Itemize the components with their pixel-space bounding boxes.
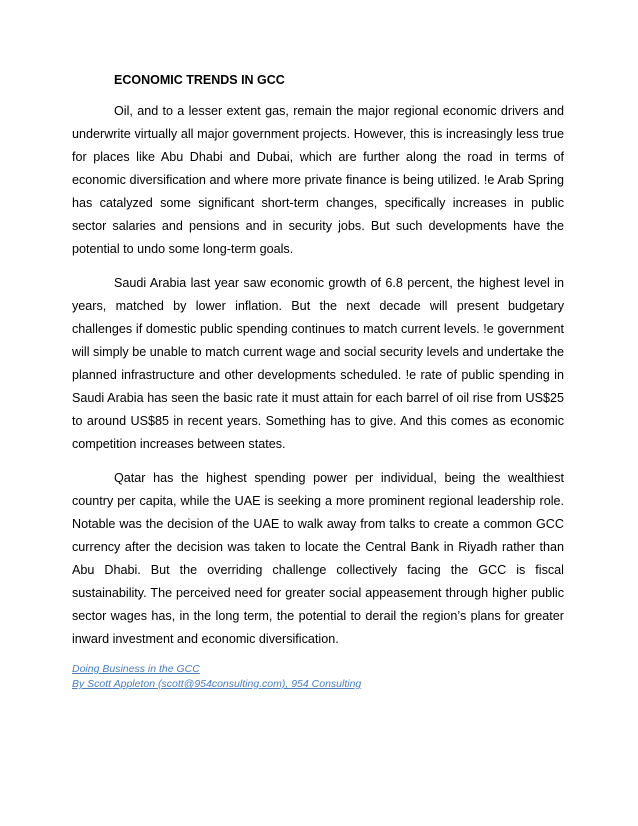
source-byline-link[interactable]: By Scott Appleton (scott@954consulting.com), 954 Consulting [72, 678, 362, 690]
paragraph-qatar-uae: Qatar has the highest spending power per individual, being the wealthiest country per capita, while the UAE is seeking a more prominent regional leadership role. Notable was the decision of the UAE to walk away from talks to create a common GCC currency after the decision was taken to locate the Central Bank in Riyadh rather than Abu Dhabi. But the overriding challenge collectively facing the GCC is fiscal sustainability. The perceived need for greater social appeasement through higher public sector wages has, in the long term, the potential to derail the region’s plans for greater inward investment and economic diversification. [72, 471, 564, 646]
document-page [72, 71, 564, 692]
article-heading: ECONOMIC TRENDS IN GCC [114, 73, 285, 87]
source-citation [72, 662, 564, 692]
paragraph-oil-gas: Oil, and to a lesser extent gas, remain the major regional economic drivers and underwrite virtually all major government projects. However, this is increasingly less true for places like Abu Dhabi and Dubai, which are further along the road in terms of economic diversification and where more private finance is being utilized. !e Arab Spring has catalyzed some significant short-term changes, specifically increases in public sector salaries and pensions and in security jobs. But such developments have the potential to undo some long-term goals. [72, 104, 564, 256]
paragraph-saudi-arabia: Saudi Arabia last year saw economic growth of 6.8 percent, the highest level in years, matched by lower inflation. But the next decade will present budgetary challenges if domestic public spending continues to match current levels. !e government will simply be unable to match current wage and social security levels and undertake the planned infrastructure and other developments scheduled. !e rate of public spending in Saudi Arabia has seen the basic rate it must attain for each barrel of oil rise from US$25 to around US$85 in recent years. Something has to give. And this comes as economic competition increases between states. [72, 276, 564, 451]
source-title-link[interactable]: Doing Business in the GCC [72, 663, 200, 675]
